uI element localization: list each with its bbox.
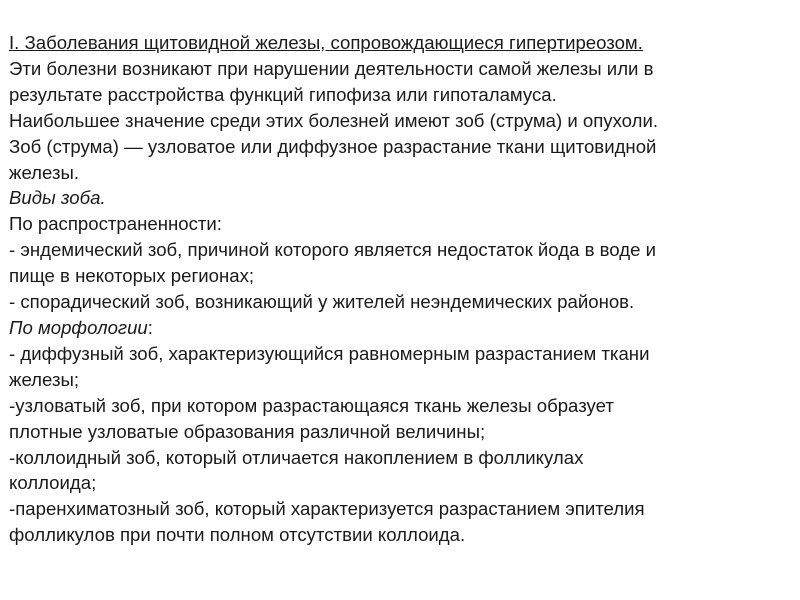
text-line: Эти болезни возникают при нарушении деятельности самой железы или в [9,57,654,79]
text-line: Наибольшее значение среди этих болезней имеют зоб (струма) и опухоли. [9,109,659,131]
text-line: железы. [9,161,79,183]
list-item: - диффузный зоб, характеризующийся равномерным разрастанием ткани [9,342,650,364]
morphology-heading [9,315,786,341]
prevalence-heading: По распространенности: [9,213,222,235]
list-item: железы; [9,368,79,390]
text-line: Зоб (струма) — узловатое или диффузное разрастание ткани щитовидной [9,135,657,157]
list-item: пище в некоторых регионах; [9,265,255,287]
list-item: фолликулов при почти полном отсутствии коллоида. [9,524,466,546]
morphology-heading-colon: : [147,316,153,338]
list-item: -узловатый зоб, при котором разрастающаяся ткань железы образует [9,394,614,416]
list-item: -коллоидный зоб, который отличается накоплением в фолликулах [9,446,584,468]
text-line: результате расстройства функций гипофиза или гипоталамуса. [9,83,557,105]
section-heading: I. Заболевания щитовидной железы, сопровождающиеся гипертиреозом. [9,32,643,53]
list-item: коллоида; [9,472,97,494]
list-item: - эндемический зоб, причиной которого является недостаток йода в воде и [9,239,656,261]
morphology-heading-label: По морфологии [9,316,148,338]
list-item: плотные узловатые образования различной величины; [9,420,486,442]
list-item: - спорадический зоб, возникающий у жителей неэндемических районов. [9,291,635,313]
list-item: -паренхиматозный зоб, который характеризуется разрастанием эпителия [9,498,645,520]
types-heading: Виды зоба. [9,187,106,209]
